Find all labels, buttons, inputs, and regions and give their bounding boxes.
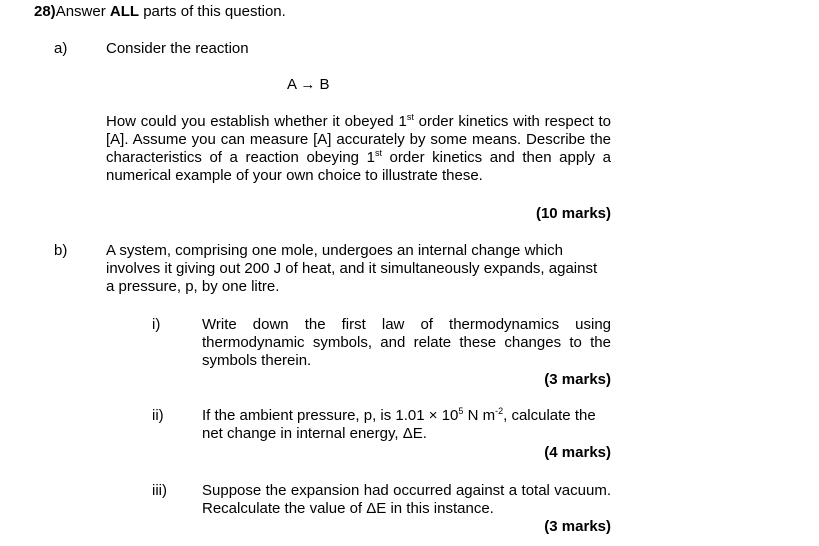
sub-ii-text-3: , calculate the net change in internal energy, ΔE. <box>202 407 596 442</box>
question-intro-bold: ALL <box>109 3 140 20</box>
part-b-body: A system, comprising one mole, undergoes an internal change which involves it giving out 200 J of heat, and it simultaneously expands, against a pressure, p, by one litre. <box>106 242 598 295</box>
part-a-body-text-3: order kinetics and then apply a numerical example of your own choice to illustrate these. <box>106 149 611 184</box>
sub-ii-text <box>202 407 602 443</box>
part-a-body-text-1: How could you establish whether it obeyed 1 <box>106 113 407 130</box>
part-a-body-sup-2: st <box>374 148 382 158</box>
question-header <box>34 3 286 20</box>
sub-ii-text-2: N m <box>463 407 496 424</box>
sub-ii-sup-2: -2 <box>495 406 504 416</box>
sub-i-label: i) <box>152 316 161 333</box>
question-number: 28) <box>34 3 56 20</box>
question-intro-before: Answer <box>55 3 110 20</box>
part-a-lead: Consider the reaction <box>106 40 249 57</box>
part-a-label: a) <box>54 40 68 57</box>
reaction-equation: A → B <box>287 76 330 93</box>
sub-i-marks: (3 marks) <box>544 371 611 388</box>
sub-iii-marks: (3 marks) <box>544 518 611 535</box>
question-intro-after: parts of this question. <box>139 3 286 20</box>
sub-i-text: Write down the first law of thermodynamics using thermodynamic symbols, and relate these changes to the symbols therein. <box>202 316 611 369</box>
sub-ii-text-1: If the ambient pressure, p, is 1.01 × 10 <box>202 407 459 424</box>
part-a-body-text-2: order kinetics with respect to [A]. Assume you can measure [A] accurately by some means. Describe the characteristics of a reaction obeying 1 <box>106 113 612 166</box>
sub-iii-label: iii) <box>152 482 167 499</box>
sub-ii-sup-1: 5 <box>458 406 464 416</box>
part-a-marks: (10 marks) <box>535 205 611 222</box>
sub-ii-label: ii) <box>152 407 164 424</box>
part-a-body-sup-1: st <box>406 112 414 122</box>
sub-ii-marks: (4 marks) <box>544 444 611 461</box>
sub-iii-text: Suppose the expansion had occurred against a total vacuum. Recalculate the value of ΔE in this instance. <box>202 482 611 517</box>
part-a-body <box>106 113 611 185</box>
part-b-label: b) <box>54 242 68 259</box>
